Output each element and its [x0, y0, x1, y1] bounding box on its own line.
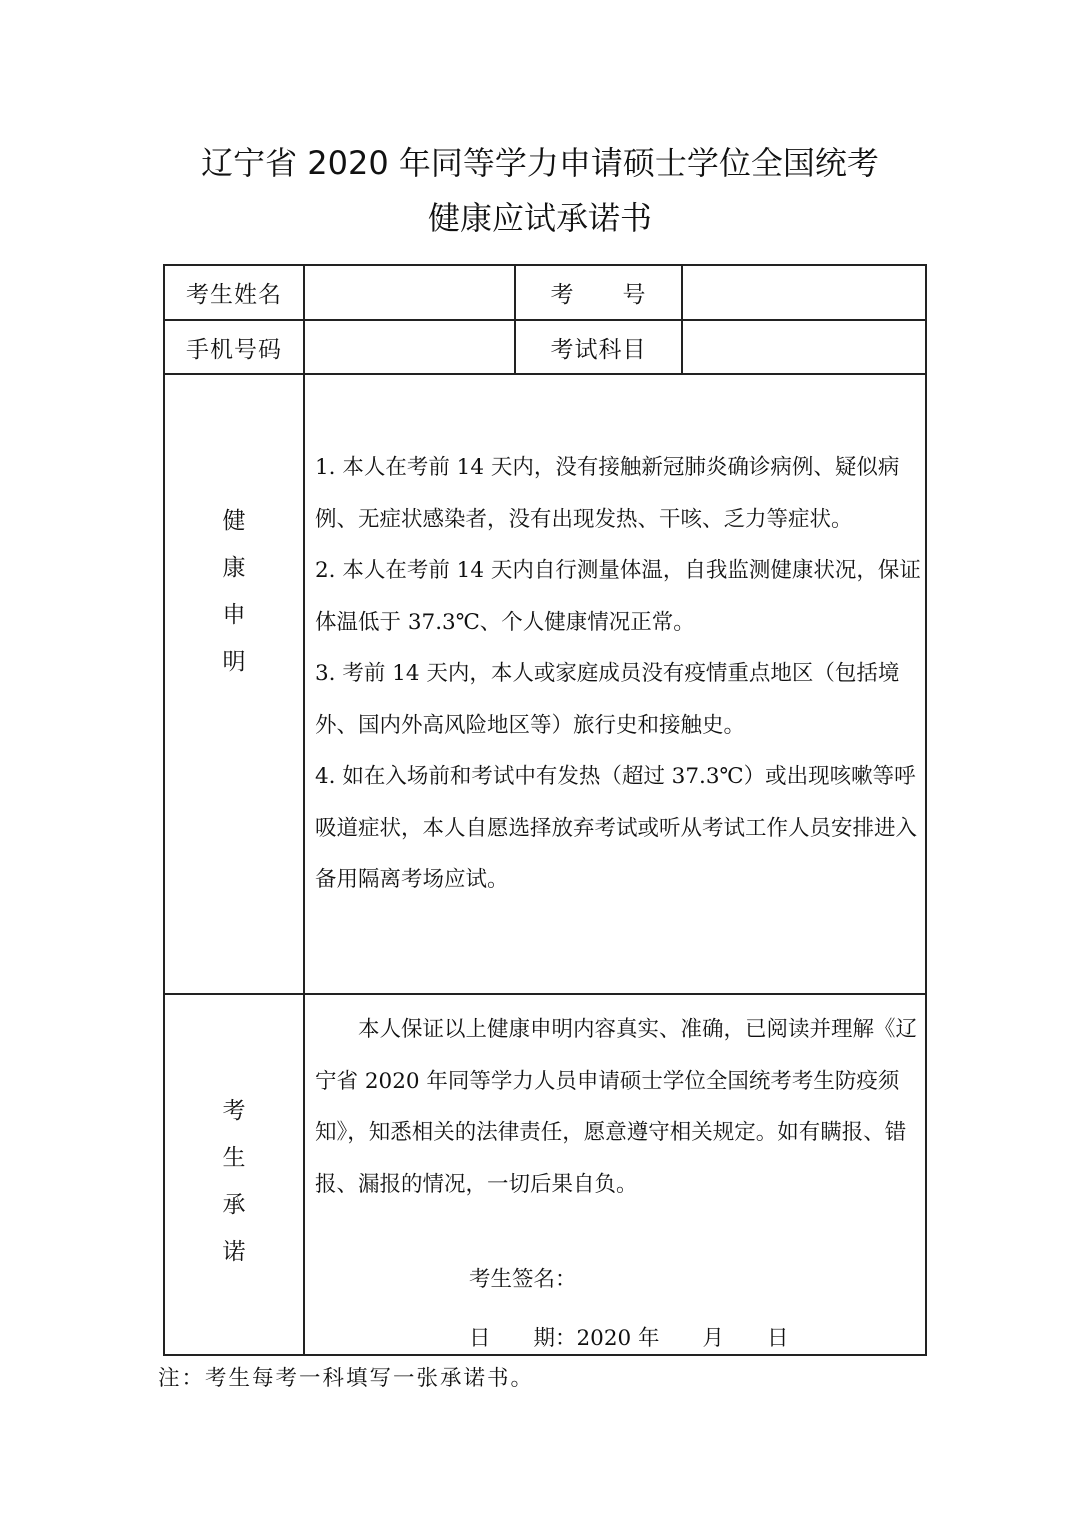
phone-field[interactable]: [305, 321, 514, 373]
name-field[interactable]: [305, 266, 514, 319]
health-declaration-content: [315, 442, 925, 906]
signature-field[interactable]: [580, 1260, 910, 1300]
health-item: 3. 考前 14 天内，本人或家庭成员没有疫情重点地区（包括境外、国内外高风险地区等）旅行史和接触史。: [315, 661, 900, 738]
column-divider: [303, 266, 305, 1356]
row-divider: [165, 993, 927, 995]
name-label: 考生姓名: [186, 282, 282, 308]
document-title-line1: 辽宁省 2020 年同等学力申请硕士学位全国统考: [201, 144, 879, 182]
exam-number-field[interactable]: [683, 266, 925, 319]
health-declaration-label: 健 康 申 明: [222, 508, 246, 675]
pledge-form-table: [163, 264, 927, 1356]
health-item: 2. 本人在考前 14 天内自行测量体温，自我监测健康状况，保证体温低于 37.3℃、个人健康情况正常。: [315, 558, 921, 635]
exam-subject-label: 考试科目: [550, 336, 647, 363]
health-item: 1. 本人在考前 14 天内，没有接触新冠肺炎确诊病例、疑似病例、无症状感染者，没有出现发热、干咳、乏力等症状。: [315, 455, 900, 532]
phone-label: 手机号码: [186, 336, 282, 363]
health-item: 4. 如在入场前和考试中有发热（超过 37.3℃）或出现咳嗽等呼吸道症状，本人自愿选择放弃考试或听从考试工作人员安排进入备用隔离考场应试。: [315, 764, 918, 892]
exam-number-label: 考 号: [550, 282, 647, 308]
row-divider: [165, 373, 927, 375]
candidate-promise-label: 考 生 承 诺: [222, 1098, 246, 1265]
promise-text: 本人保证以上健康申明内容真实、准确，已阅读并理解《辽宁省 2020 年同等学力人员申请硕士学位全国统考考生防疫须知》，知悉相关的法律责任，愿意遵守相关规定。如有瞒报、错报、漏报的情况，一切后果自负。: [315, 1017, 918, 1197]
footnote: 注：考生每考一科填写一张承诺书。: [158, 1366, 535, 1391]
date-label: 日 期：2020 年 月 日: [469, 1326, 789, 1351]
exam-subject-field[interactable]: [683, 321, 925, 373]
candidate-promise-content: [315, 1004, 925, 1210]
document-title-line2: 健康应试承诺书: [427, 199, 652, 237]
signature-label: 考生签名：: [469, 1267, 577, 1292]
